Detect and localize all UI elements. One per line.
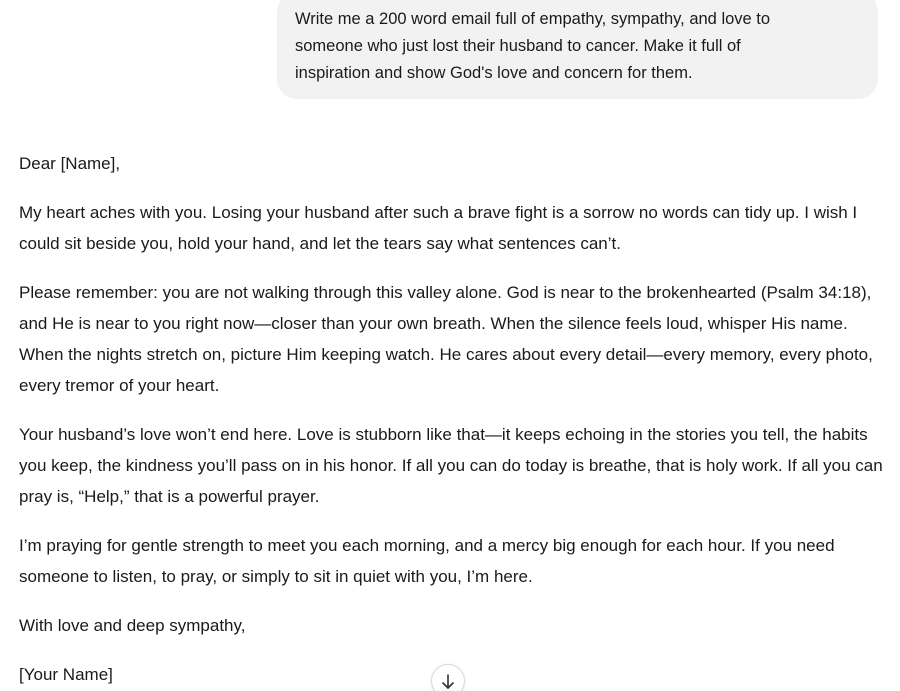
arrow-down-icon (441, 674, 455, 690)
email-signature: [Your Name] (19, 665, 113, 684)
email-closing: With love and deep sympathy, (19, 616, 246, 635)
user-message-line: someone who just lost their husband to cancer. Make it full of (295, 37, 741, 55)
scroll-to-bottom-button[interactable] (431, 664, 465, 691)
email-paragraph: I’m praying for gentle strength to meet you each morning, and a mercy big enough for each hour. If you need someone to listen, to pray, or simply to sit in quiet with you, I’m here. (19, 536, 835, 586)
assistant-message (19, 148, 885, 691)
email-paragraph: My heart aches with you. Losing your husband after such a brave fight is a sorrow no words can tidy up. I wish I could sit beside you, hold your hand, and let the tears say what sentences can’t. (19, 203, 858, 253)
user-message-line: inspiration and show God's love and concern for them. (295, 64, 693, 82)
email-paragraph: Please remember: you are not walking through this valley alone. God is near to the brokenhearted (Psalm 34:18), and He is near to you right now—closer than your own breath. When the silence feels loud, whisper His name. When the nights stretch on, picture Him keeping watch. He cares about every detail—every memory, every photo, every tremor of your heart. (19, 283, 873, 395)
email-paragraph: Your husband’s love won’t end here. Love is stubborn like that—it keeps echoing in the stories you tell, the habits you keep, the kindness you’ll pass on in his honor. If all you can do today is breathe, that is holy work. If all you can pray is, “Help,” that is a powerful prayer. (19, 425, 883, 506)
user-message-line: Write me a 200 word email full of empathy, sympathy, and love to (295, 10, 771, 28)
user-message-bubble (277, 0, 878, 99)
email-greeting: Dear [Name], (19, 154, 121, 173)
